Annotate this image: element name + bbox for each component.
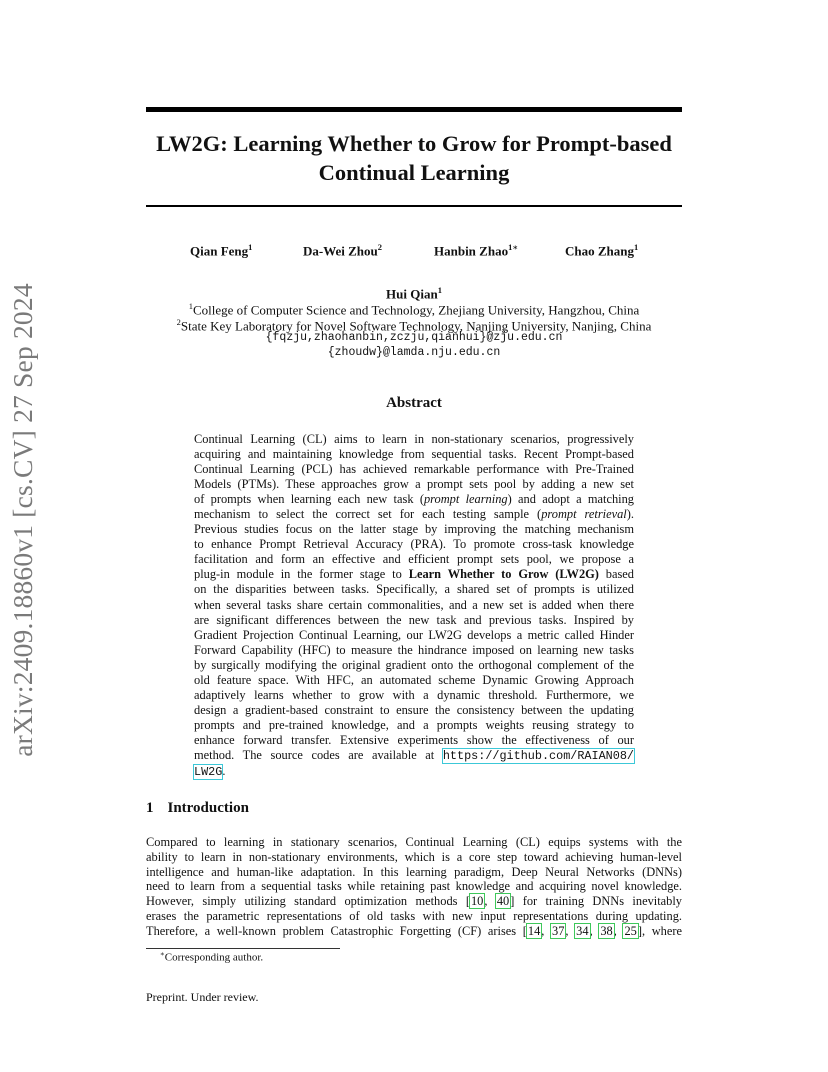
abstract-heading: Abstract: [386, 395, 442, 411]
abstract-line: method. The source codes are available at https://github.com/RAIAN08/: [194, 747, 634, 763]
abstract-line: of prompts when learning each new task (prompt learning) and adopt a matching: [194, 492, 634, 507]
abstract-line: Forward Capability (HFC) to measure the hindrance imposed on learning new tasks: [194, 642, 634, 657]
abstract-line: enhance forward transfer. Extensive experiments show the effectiveness of our: [194, 732, 634, 747]
introduction-body: [146, 835, 682, 939]
author-qian-feng: Qian Feng$^1$: [190, 242, 253, 259]
author-hanbin-zhao: Hanbin Zhao$^{1∗}$: [434, 242, 519, 259]
footnote-rule: [146, 948, 340, 949]
title-top-rule: [146, 107, 682, 112]
abstract-line: design a gradient-based constraint to ensure the consistency between the updating: [194, 702, 634, 717]
abstract-line: Models (PTMs). These approaches grow a prompt sets pool by adding a new set: [194, 477, 634, 492]
abstract-line: Continual Learning (PCL) has achieved remarkable performance with Pre-Trained: [194, 462, 634, 477]
paper-title: [146, 129, 682, 187]
abstract-line: LW2G.: [194, 764, 226, 780]
abstract-line: facilitation and form an effective and efficient prompt sets pool, we propose a: [194, 552, 634, 567]
abstract-line: adaptively learns whether to grow with a dynamic threshold. Furthermore, we: [194, 687, 634, 702]
author-da-wei-zhou: Da-Wei Zhou$^2$: [303, 242, 383, 259]
citation-link[interactable]: 34: [576, 923, 589, 938]
title-line-1: LW2G: Learning Whether to Grow for Prompt-based: [156, 131, 672, 156]
intro-line: intelligence and human-like adaptation. In this learning paradigm, Deep Neural Networks (DNNs): [146, 864, 682, 879]
intro-line: Therefore, a well-known problem Catastrophic Forgetting (CF) arises [14, 37, 34, 38, 25], where: [146, 923, 682, 938]
email-line-1: {fqzju,zhaohanbin,zczju,qianhui}@zju.edu.cn: [265, 331, 563, 344]
footnote: ∗Corresponding author.: [160, 950, 264, 964]
citation-link[interactable]: 25: [624, 923, 637, 938]
intro-line: ability to learn in non-stationary environments, which is a core step toward achieving human-level: [146, 849, 682, 864]
citation-link[interactable]: 40: [496, 894, 510, 909]
abstract-line: acquiring and maintaining knowledge from sequential tasks. Recent Prompt-based: [194, 447, 634, 462]
citation-link[interactable]: 37: [552, 923, 565, 938]
intro-line: need to learn from a sequential tasks while retaining past knowledge and acquiring novel knowledge.: [146, 879, 682, 894]
abstract-line: are significant differences between the new task and previous tasks. Inspired by: [194, 612, 634, 627]
citation-link[interactable]: 38: [600, 923, 613, 938]
author-hui-qian: Hui Qian$^1$: [386, 285, 442, 302]
arxiv-id-text: arXiv:2409.18860v1 [cs.CV] 27 Sep 2024: [7, 283, 38, 757]
affiliation-2: $^2$State Key Laboratory for Novel Software Technology, Nanjing University, Nanjing, China: [176, 317, 652, 334]
citation-link[interactable]: 10: [470, 894, 484, 909]
abstract-line: on the disparities between tasks. Specifically, a shared set of prompts is utilized: [194, 582, 634, 597]
abstract-line: Gradient Projection Continual Learning, our LW2G develops a metric called Hinder: [194, 627, 634, 642]
abstract-line: Previous studies focus on the latter stage by improving the matching mechanism: [194, 522, 634, 537]
source-code-link-continued[interactable]: LW2G: [194, 765, 223, 780]
section-heading-introduction: 1 Introduction: [146, 800, 249, 816]
abstract-line: when several tasks share certain commonalities, and a new set is added when there: [194, 597, 634, 612]
author-chao-zhang: Chao Zhang$^1$: [565, 242, 639, 259]
intro-line: However, simply utilizing standard optimization methods [10, 40] for training DNNs inevitably: [146, 894, 682, 909]
affiliation-1: $^1$College of Computer Science and Technology, Zhejiang University, Hangzhou, China: [188, 301, 640, 318]
abstract-line: Continual Learning (CL) aims to learn in non-stationary scenarios, progressively: [194, 432, 634, 446]
title-bottom-rule: [146, 205, 682, 207]
intro-line: erases the parametric representations of old tasks with new input representations during updating.: [146, 908, 682, 923]
abstract-line: to enhance Prompt Retrieval Accuracy (PRA). To promote cross-task knowledge: [194, 537, 634, 552]
title-line-2: Continual Learning: [318, 160, 510, 185]
email-line-2: {zhoudw}@lamda.nju.edu.cn: [327, 346, 501, 359]
abstract-line: old feature space. With HFC, an automated scheme Dynamic Growing Approach: [194, 672, 634, 687]
preprint-note: Preprint. Under review.: [146, 990, 259, 1004]
intro-line: Compared to learning in stationary scenarios, Continual Learning (CL) equips systems with the: [146, 835, 682, 849]
abstract-body: [194, 432, 634, 780]
abstract-line: prompts and pre-trained knowledge, and a prompts weights reusing strategy to: [194, 717, 634, 732]
source-code-link[interactable]: https://github.com/RAIAN08/: [442, 748, 634, 763]
abstract-line: mechanism to select the correct set for each testing sample (prompt retrieval).: [194, 507, 634, 522]
abstract-line: plug-in module in the former stage to Learn Whether to Grow (LW2G) based: [194, 567, 634, 582]
citation-link[interactable]: 14: [527, 923, 541, 938]
abstract-line: by surgically modifying the original gradient onto the orthogonal complement of the: [194, 657, 634, 672]
